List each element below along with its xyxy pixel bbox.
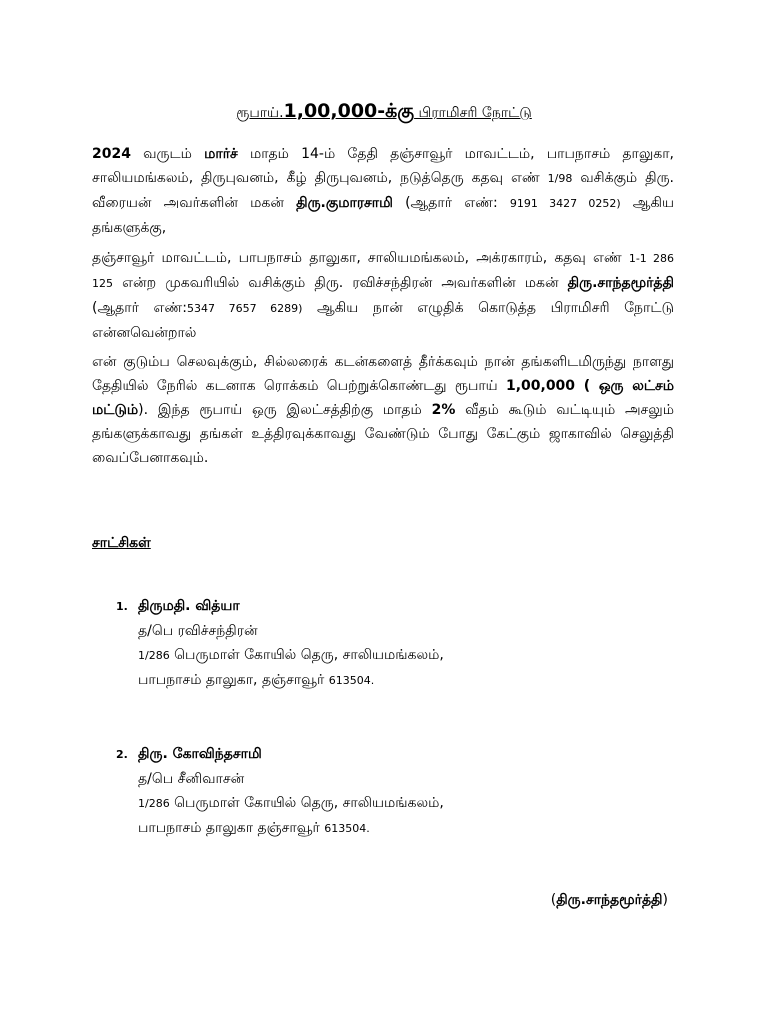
- para3-text-3: வீதம் கூடும் வட்டியும் அசலும் தங்களுக்காவது தங்கள் உத்திரவுக்காவது வேண்டும் போது கேட்கும் ஜாகாவில் செலுத்தி வைப்பேனாகவும்.: [92, 402, 674, 466]
- signatory-name: திரு.சாந்தமூர்த்தி: [556, 892, 663, 908]
- witness-relation: த/பெ சீனிவாசன்: [138, 771, 245, 787]
- witness-number: 2.: [116, 748, 128, 761]
- signature-block: [551, 892, 668, 910]
- lender-paragraph: [92, 142, 674, 240]
- borrower-door-number: 1-1 286 125: [92, 252, 674, 290]
- signature-open-paren: (: [550, 892, 557, 908]
- para1-text-3: வசிக்கும் திரு. வீரையன் அவர்களின் மகன்: [92, 170, 674, 211]
- witness-name: திருமதி. வித்யா: [138, 598, 240, 614]
- witness-2: [116, 742, 676, 841]
- document-title: [0, 100, 768, 125]
- witness-address-line-1: பெருமாள் கோயில் தெரு, சாலியமங்கலம்,: [169, 795, 444, 811]
- para2-text-3: (ஆதார் எண்:: [92, 300, 187, 316]
- para1-text-4: (ஆதார் எண்:: [392, 195, 510, 211]
- para3-text-1: என் குடும்ப செலவுக்கும், சில்லரைக் கடன்களைத் தீர்க்கவும் நான் தங்களிடமிருந்து நாளது தேதியில் நேரில் கடனாக ரொக்கம் பெற்றுக்கொண்டது ரூபாய்: [92, 354, 674, 394]
- witness-address-line-2: பாபநாசம் தாலுகா, தஞ்சாவூர்: [138, 672, 329, 688]
- borrower-paragraph: [92, 246, 674, 345]
- signature-close-paren: ): [662, 892, 668, 908]
- witnesses-heading: சாட்சிகள்: [92, 535, 151, 551]
- title-suffix: பிராமிசரி நோட்டு: [414, 105, 532, 121]
- witness-number: 1.: [116, 600, 128, 613]
- lender-name: திரு.குமாரசாமி: [296, 195, 393, 211]
- para1-text-1: வருடம்: [130, 146, 205, 162]
- lender-aadhar: 9191 3427 0252): [509, 197, 621, 210]
- borrower-name: திரு.சாந்தமூர்த்தி: [567, 275, 674, 291]
- terms-paragraph: [92, 350, 674, 470]
- para2-text-2: என்ற முகவரியில் வசிக்கும் திரு. ரவிச்சந்திரன் அவர்களின் மகன்: [113, 275, 568, 291]
- title-prefix: ரூபாய்.: [236, 105, 284, 121]
- witness-door-number: 1/286: [138, 797, 170, 810]
- para2-text-4: ஆகிய நான் எழுதிக் கொடுத்த பிராமிசரி நோட்டு என்னவென்றால்: [92, 300, 674, 341]
- witness-relation: த/பெ ரவிச்சந்திரன்: [138, 623, 258, 639]
- para1-text-5: ஆகிய தங்களுக்கு,: [92, 195, 674, 236]
- para2-text-1: தஞ்சாவூர் மாவட்டம், பாபநாசம் தாலுகா, சாலியமங்கலம், அக்ரகாரம், கதவு எண்: [92, 250, 629, 266]
- witness-door-number: 1/286: [138, 649, 170, 662]
- lender-door-number: 1/98: [547, 172, 573, 185]
- year: 2024: [92, 146, 131, 162]
- witness-pincode: 613504.: [328, 674, 375, 687]
- witness-name: திரு. கோவிந்தசாமி: [138, 746, 262, 762]
- borrower-aadhar: 5347 7657 6289): [186, 302, 303, 315]
- interest-rate: 2%: [431, 402, 456, 418]
- para1-text-2: மாதம் 14-ம் தேதி தஞ்சாவூர் மாவட்டம், பாபநாசம் தாலுகா, சாலியமங்கலம், திருபுவனம், கீழ் திருபுவனம், நடுத்தெரு கதவு எண்: [92, 146, 674, 186]
- witness-address-line-1: பெருமாள் கோயில் தெரு, சாலியமங்கலம்,: [169, 647, 444, 663]
- title-amount: 1,00,000-க்கு: [283, 100, 415, 122]
- para3-text-2: ). இந்த ரூபாய் ஒரு இலட்சத்திற்கு மாதம்: [138, 402, 432, 418]
- witness-1: [116, 594, 676, 693]
- loan-amount: 1,00,000 ( ஒரு லட்சம் மட்டும்: [92, 378, 675, 418]
- witness-address-line-2: பாபநாசம் தாலுகா தஞ்சாவூர்: [138, 820, 325, 836]
- witness-pincode: 613504.: [324, 822, 370, 835]
- month: மார்ச்: [204, 146, 238, 162]
